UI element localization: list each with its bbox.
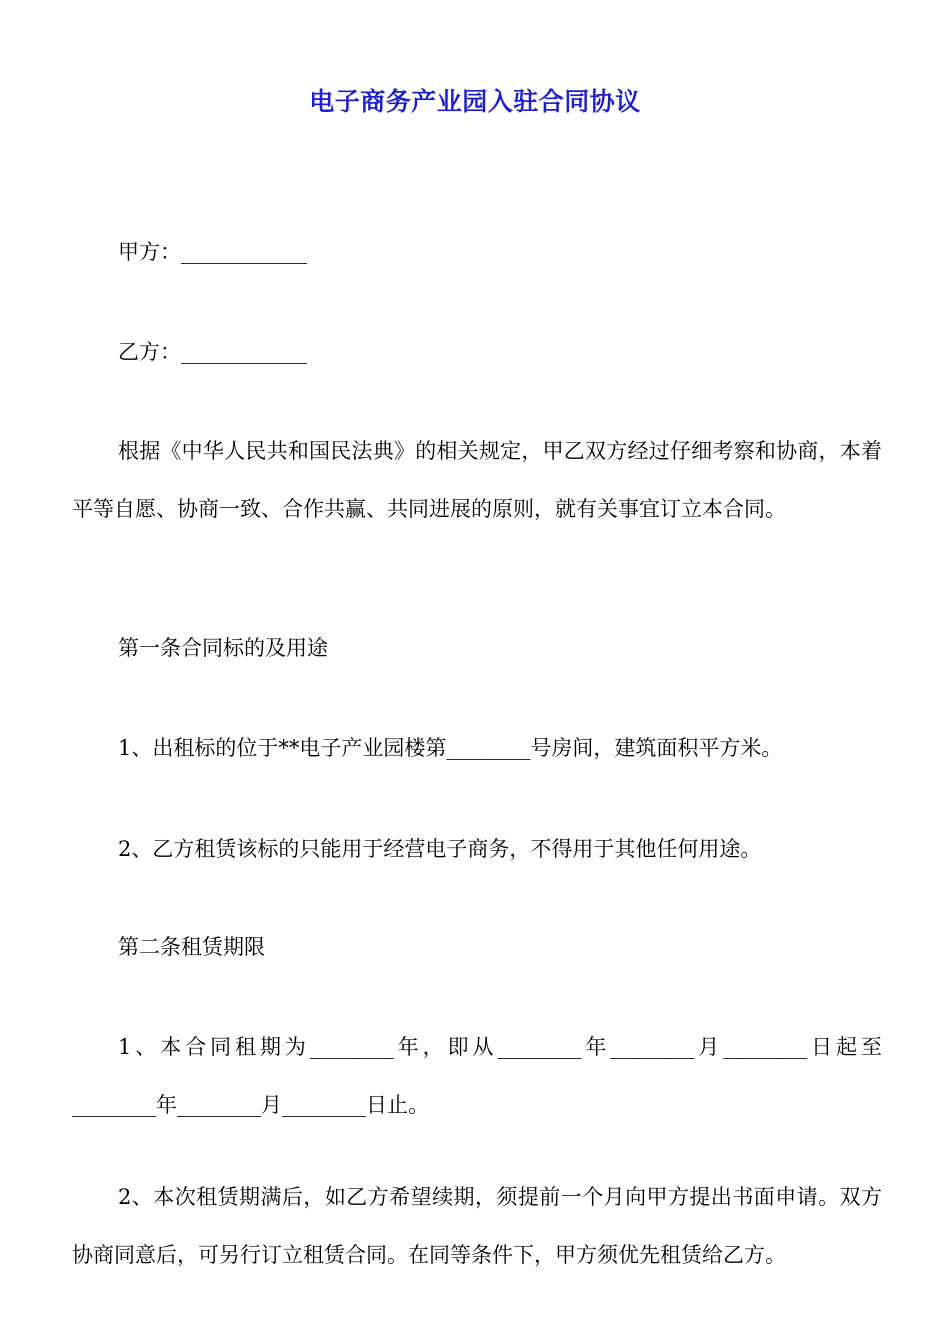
party-a-line: 甲方：____________	[118, 240, 307, 264]
article-1-clause-2: 2、乙方租赁该标的只能用于经营电子商务，不得用于其他任何用途。	[118, 837, 762, 861]
preamble-paragraph: 根据《中华人民共和国民法典》的相关规定，甲乙双方经过仔细考察和协商，本着平等自愿、协商一致、合作共赢、共同进展的原则，就有关事宜订立本合同。	[72, 439, 882, 521]
party-b-line: 乙方：____________	[118, 340, 307, 364]
article-2-clause-2: 2、本次租赁期满后，如乙方希望续期，须提前一个月向甲方提出书面申请。双方协商同意后，可另行订立租赁合同。在同等条件下，甲方须优先租赁给乙方。	[72, 1185, 882, 1267]
article-2-clause-1: 1、本合同租期为________年，即从________年________月________日起至________年________月________日止。	[72, 1035, 882, 1117]
document-title: 电子商务产业园入驻合同协议	[309, 87, 641, 116]
article-1-heading: 第一条合同标的及用途	[118, 636, 328, 660]
article-2-heading: 第二条租赁期限	[118, 935, 265, 959]
article-1-clause-1: 1、出租标的位于**电子产业园楼第________号房间，建筑面积平方米。	[118, 736, 783, 760]
